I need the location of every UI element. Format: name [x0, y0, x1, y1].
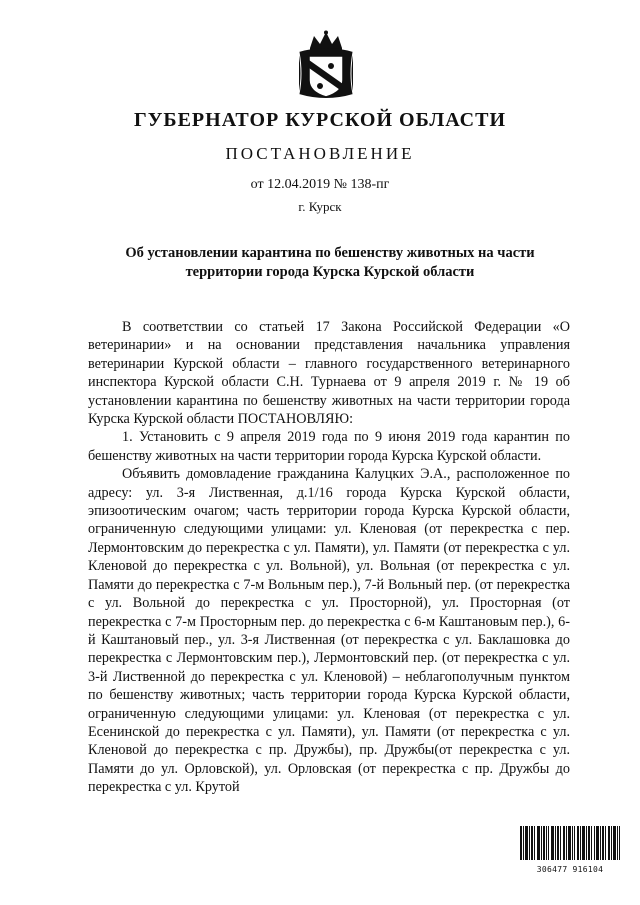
document-title: Об установлении карантина по бешенству животных на части территории города Курска Курской области — [125, 245, 535, 280]
kursk-coat-of-arms-icon — [296, 30, 356, 102]
body-paragraph-preamble: В соответствии со статьей 17 Закона Российской Федерации «О ветеринарии» и на основании представления начальника управления ветеринарии Курской области – главного государственного ветеринарного инспектора Курской области С.Н. Турнаева от 9 апреля 2019 г. № 19 об установлении карантина по бешенству животных на части территории города Курска Курской области ПОСТАНОВЛЯЮ: — [88, 319, 570, 428]
barcode — [520, 826, 620, 872]
barcode-icon — [520, 826, 620, 860]
document-city: г. Курск — [298, 199, 342, 214]
body-paragraph-declaration: Объявить домовладение гражданина Калуцких Э.А., расположенное по адресу: ул. 3-я Лиственная, д.1/16 города Курска Курской области, эпизоотическим очагом; часть территории города Курска Курской области, ограниченную следующими улицами: ул. Кленовая (от перекрестка с пер. Лермонтовским до перекрестка с ул. Памяти), ул. Памяти (от перекрестка с ул. Кленовой до перекрестка с ул. Вольной), ул. Вольная (от перекрестка с ул. Памяти до перекрестка с 7-м Вольным пер.), 7-й Вольный пер. (от перекрестка с ул. Вольной до перекрестка с ул. Просторной), ул. Просторная (от перекрестка с 7-м Просторным пер. до перекрестка с 6-м Каштановым пер.), 6-й Каштановый пер., ул. 3-я Лиственная (от перекрестка с ул. Баклашовка до перекрестка с Лермонтовским пер.), Лермонтовский пер. (от перекрестка с ул. 3-й Лиственной до перекрестка с ул. Кленовой) – неблагополучным пунктом по бешенству животных; часть территории города Курска Курской области, ограниченную следующими улицами: ул. Кленовая (от перекрестка с ул. Есенинской до перекрестка с ул. Памяти), ул. Памяти (от перекрестка с ул. Кленовой до перекрестка с пр. Дружбы), пр. Дружбы(от перекрестка с ул. Памяти до ул. Орловской), ул. Орловская (от перекрестка с пр. Дружбы до перекрестка с ул. Крутой — [88, 466, 570, 796]
document-type: ПОСТАНОВЛЕНИЕ — [225, 144, 415, 163]
issuing-authority: ГУБЕРНАТОР КУРСКОЙ ОБЛАСТИ — [133, 109, 507, 131]
document-date-number: от 12.04.2019 № 138-пг — [250, 177, 390, 192]
barcode-number: 306477 916104 — [536, 865, 604, 874]
body-paragraph-item-1: 1. Установить с 9 апреля 2019 года по 9 июня 2019 года карантин по бешенству животных на части территории города Курска Курской области. — [88, 429, 570, 464]
document-body — [88, 318, 570, 797]
